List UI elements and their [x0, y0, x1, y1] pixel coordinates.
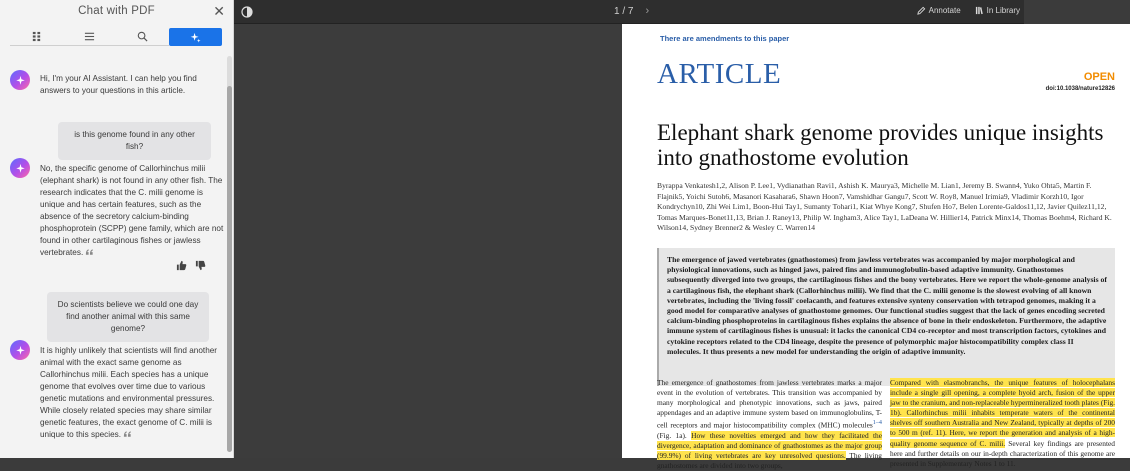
highlighted-text[interactable]: How these novelties emerged and how they facilitated the divergence, adaptation and dominance of gnathostomes as the major group (99.9%) of living vertebrates are key unresolved questions. [657, 430, 882, 461]
ai-message-body: It is highly unlikely that scientists will find another animal with the exact same genome as Callorhinchus milii. Each species has a unique genome that evolves over time due to various genetic mutations and environmental pressures. While closely related species may share similar genetic features, the exact genome of C. milii is unique to this species. [40, 346, 218, 439]
ai-sparkle-icon [15, 345, 26, 356]
user-message [47, 292, 209, 342]
amendments-link[interactable]: There are amendments to this paper [660, 34, 790, 43]
ai-sparkle-icon [15, 75, 26, 86]
pdf-viewer [234, 0, 1115, 471]
close-icon[interactable]: ✕ [213, 3, 225, 19]
ai-sparkle-icon [15, 163, 26, 174]
ai-assistant-button[interactable] [169, 28, 222, 46]
grid-view-button[interactable] [10, 28, 63, 46]
thumbs-up-icon[interactable] [176, 258, 187, 269]
viewer-toolbar [234, 0, 1024, 24]
next-page-icon[interactable]: › [645, 5, 650, 17]
citation-ref[interactable]: 1–4 [872, 420, 882, 427]
pdf-page [622, 24, 1130, 471]
author-list: Byrappa Venkatesh1,2, Alison P. Lee1, Vydianathan Ravi1, Ashish K. Maurya3, Michelle M. Lian1, Jeremy B. Swann4, Yuko Ohta5, Martin F. Flajnik5, Yoichi Sutoh6, Masanori Kasahara6, Shawn Hoon7, Vamshidhar Gangu7, Scott W. Roy8, Manuel Irimia9, Vladimir Korzh10, Igor Kondrychyn10, Zhi Wei Lim1, Boon-Hui Tay1, Sumanty Tohari1, Kiat Whye Kong7, Shufen Ho7, Belen Lorente-Galdos11,12, Javier Quilez11,12, Tomas Marques-Bonet11,13, Brian J. Raney13, Philip W. Ingham3, Alice Tay1, LaDeana W. Hillier14, Patrick Minx14, Thomas Boehm4, Richard K. Wilson14, Sydney Brenner2 & Wesley C. Warren14 [657, 181, 1112, 232]
thumbs-down-icon[interactable] [195, 258, 206, 269]
chat-scrollbar[interactable] [227, 56, 232, 452]
chat-scroll-thumb[interactable] [227, 86, 232, 452]
ai-message-text: Hi, I'm your AI Assistant. I can help you find answers to your questions in this article. [40, 74, 197, 95]
ai-message-body: No, the specific genome of Callorhinchus milii (elephant shark) is not found in any other fish. The research indicates that the C. milii genome is unique and has certain features, such as the absence of the secretory calcium-binding phosphoprotein (SCPP) gene family, which are not found in other cartilaginous fishes or jawless vertebrates. [40, 164, 224, 257]
library-button[interactable] [975, 6, 1020, 15]
abstract-box [657, 248, 1115, 386]
doi-label[interactable]: doi:10.1038/nature12826 [1045, 86, 1115, 92]
chat-header [0, 0, 233, 24]
body-column-right [890, 378, 1115, 469]
chat-toolbar [10, 28, 222, 46]
page-navigator [614, 5, 649, 17]
paper-title: Elephant shark genome provides unique insights into gnathostome evolution [657, 120, 1104, 170]
ai-avatar [10, 158, 30, 178]
figure-ref[interactable]: (Fig. 1a). [657, 430, 692, 440]
body-column-left [657, 378, 882, 471]
body-text: The living gnathostomes are divided into two groups, [657, 451, 882, 471]
user-message [58, 122, 211, 160]
search-icon [137, 31, 148, 42]
highlighted-text[interactable]: Compared with elasmobranchs, the unique features of holocephalans include a single gill opening, a complete hyoid arch, fusion of the upper jaw to the cranium, and non-replaceable hypermineralized tooth plates (Fig. 1b). Callorhinchus milii inhabits temperate waters of the continental shelves off southern Australia and New Zealand, typically at depths of 200 to 500 m (ref. 11). Here, we report the generation and analysis of a high-quality genome sequence of C. milii. [890, 378, 1115, 448]
chat-title: Chat with PDF [78, 5, 155, 17]
source-note-icon[interactable] [85, 248, 94, 256]
chat-messages [0, 56, 224, 458]
grid-icon [31, 31, 42, 42]
ai-message-text [40, 163, 224, 259]
ai-message-text [40, 345, 224, 441]
viewer-actions [917, 6, 1020, 15]
outline-button[interactable] [63, 28, 116, 46]
annotate-button[interactable] [917, 6, 961, 15]
chat-panel [0, 0, 234, 458]
abstract-text: The emergence of jawed vertebrates (gnathostomes) from jawless vertebrates was accompanied by major morphological and physiological innovations, such as hinged jaws, paired fins and immunoglobulin-based adaptive immunity. Gnathostomes subsequently diverged into two groups, the cartilaginous fishes and the bony vertebrates. Here we report the whole-genome analysis of a cartilaginous fish, the elephant shark (Callorhinchus milii). We find that the C. milii genome is the slowest evolving of all known vertebrates, including the 'living fossil' coelacanth, and features extensive synteny conservation with tetrapod genomes, making it a good model for comparative analyses of gnathostome genomes. Our functional studies suggest that the lack of genes encoding secreted calcium-binding phosphoproteins in cartilaginous fishes explains the absence of bone in their endoskeleton. Furthermore, the adaptive immune system of cartilaginous fishes is unusual: it lacks the canonical CD4 co-receptor and most transcription factors, cytokines and cytokine receptors related to the CD4 lineage, despite the presence of polymorphic major histocompatibility complex class II molecules. It thus presents a new model for understanding the origin of adaptive immunity. [667, 255, 1107, 356]
library-label: In Library [986, 6, 1020, 15]
theme-toggle-icon[interactable] [241, 6, 253, 18]
page-indicator[interactable]: 1 / 7 [614, 5, 634, 17]
annotate-label: Annotate [928, 6, 961, 15]
article-label: ARTICLE [657, 58, 782, 90]
ai-avatar [10, 340, 30, 360]
body-text: The emergence of gnathostomes from jawless vertebrates marks a major event in the evolution of vertebrates. This transition was accompanied by many morphological and phenotypic innovations, such as jaws, paired appendages and an adaptive immune system based on immunoglobulins, T-cell receptors and major histocompatibility complex (MHC) molecules [657, 378, 882, 430]
library-icon [975, 6, 984, 15]
user-message-text: Do scientists believe we could one day find another animal with this same genome? [57, 300, 199, 333]
ai-avatar [10, 70, 30, 90]
source-note-icon[interactable] [123, 430, 132, 438]
list-icon [84, 31, 95, 42]
user-message-text: is this genome found in any other fish? [74, 130, 195, 151]
open-access-badge: OPEN [1083, 71, 1115, 83]
pen-icon [917, 6, 926, 15]
message-feedback [176, 258, 206, 269]
ai-sparkle-icon [190, 32, 201, 43]
search-button[interactable] [116, 28, 169, 46]
body-text: Several key findings are presented here and further details on our in-depth characterization of this genome are presented in Supplementary Notes 1 to 11. [890, 438, 1115, 468]
